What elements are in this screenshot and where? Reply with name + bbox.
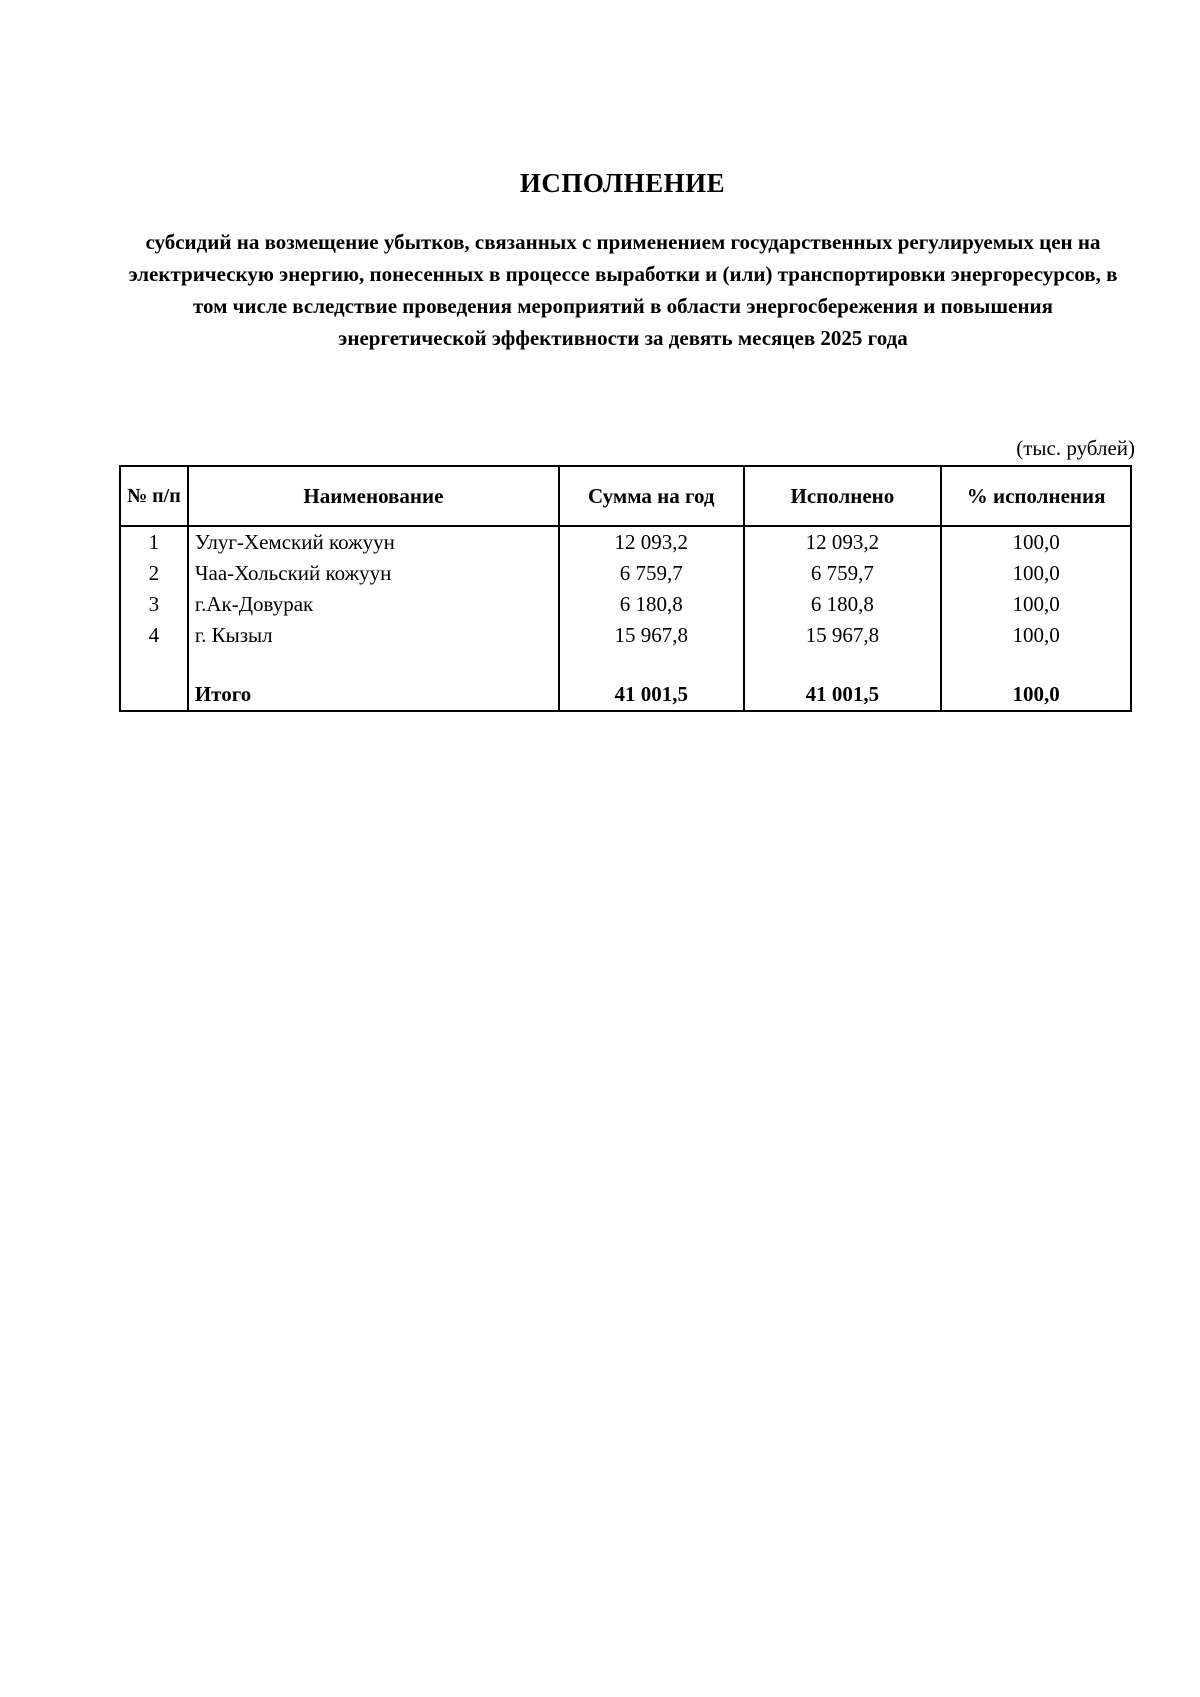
header-annual: Сумма на год: [559, 466, 744, 526]
table-row: [120, 620, 1131, 651]
total-percent: 100,0: [941, 679, 1131, 711]
header-executed: Исполнено: [744, 466, 942, 526]
row-annual: 15 967,8: [559, 620, 744, 651]
row-percent: 100,0: [941, 620, 1131, 651]
row-executed: 12 093,2: [744, 526, 942, 558]
row-name: г.Ак-Довурак: [188, 589, 559, 620]
row-name: г. Кызыл: [188, 620, 559, 651]
header-name: Наименование: [188, 466, 559, 526]
row-executed: 6 759,7: [744, 558, 942, 589]
total-num: [120, 679, 188, 711]
spacer-cell: [744, 651, 942, 679]
header-num: № п/п: [120, 466, 188, 526]
document-title: ИСПОЛНЕНИЕ: [519, 168, 726, 198]
row-name: Чаа-Хольский кожуун: [188, 558, 559, 589]
row-annual: 12 093,2: [559, 526, 744, 558]
spacer-row: [120, 651, 1131, 679]
document-subtitle: субсидий на возмещение убытков, связанных с применением государственных регулируемых цен на электрическую энергию, понесенных в процессе выработки и (или) транспортировки энергоресурсов, в том числе вследствие проведения мероприятий в области энергосбережения и повышения энергетической эффективности за девять месяцев 2025 года: [128, 230, 1118, 350]
row-num: 2: [120, 558, 188, 589]
total-row: [120, 679, 1131, 711]
unit-label: (тыс. рублей): [1016, 436, 1135, 460]
table-row: [120, 558, 1131, 589]
row-num: 4: [120, 620, 188, 651]
row-executed: 6 180,8: [744, 589, 942, 620]
table-header-row: [120, 466, 1131, 526]
spacer-cell: [120, 651, 188, 679]
row-annual: 6 180,8: [559, 589, 744, 620]
row-annual: 6 759,7: [559, 558, 744, 589]
row-num: 1: [120, 526, 188, 558]
total-annual: 41 001,5: [559, 679, 744, 711]
row-percent: 100,0: [941, 589, 1131, 620]
spacer-cell: [559, 651, 744, 679]
table-row: [120, 589, 1131, 620]
spacer-cell: [941, 651, 1131, 679]
header-percent: % исполнения: [941, 466, 1131, 526]
spacer-cell: [188, 651, 559, 679]
total-label: Итого: [188, 679, 559, 711]
table-row: [120, 526, 1131, 558]
row-percent: 100,0: [941, 526, 1131, 558]
row-percent: 100,0: [941, 558, 1131, 589]
total-executed: 41 001,5: [744, 679, 942, 711]
execution-table: [119, 465, 1132, 712]
row-name: Улуг-Хемский кожуун: [188, 526, 559, 558]
row-executed: 15 967,8: [744, 620, 942, 651]
row-num: 3: [120, 589, 188, 620]
